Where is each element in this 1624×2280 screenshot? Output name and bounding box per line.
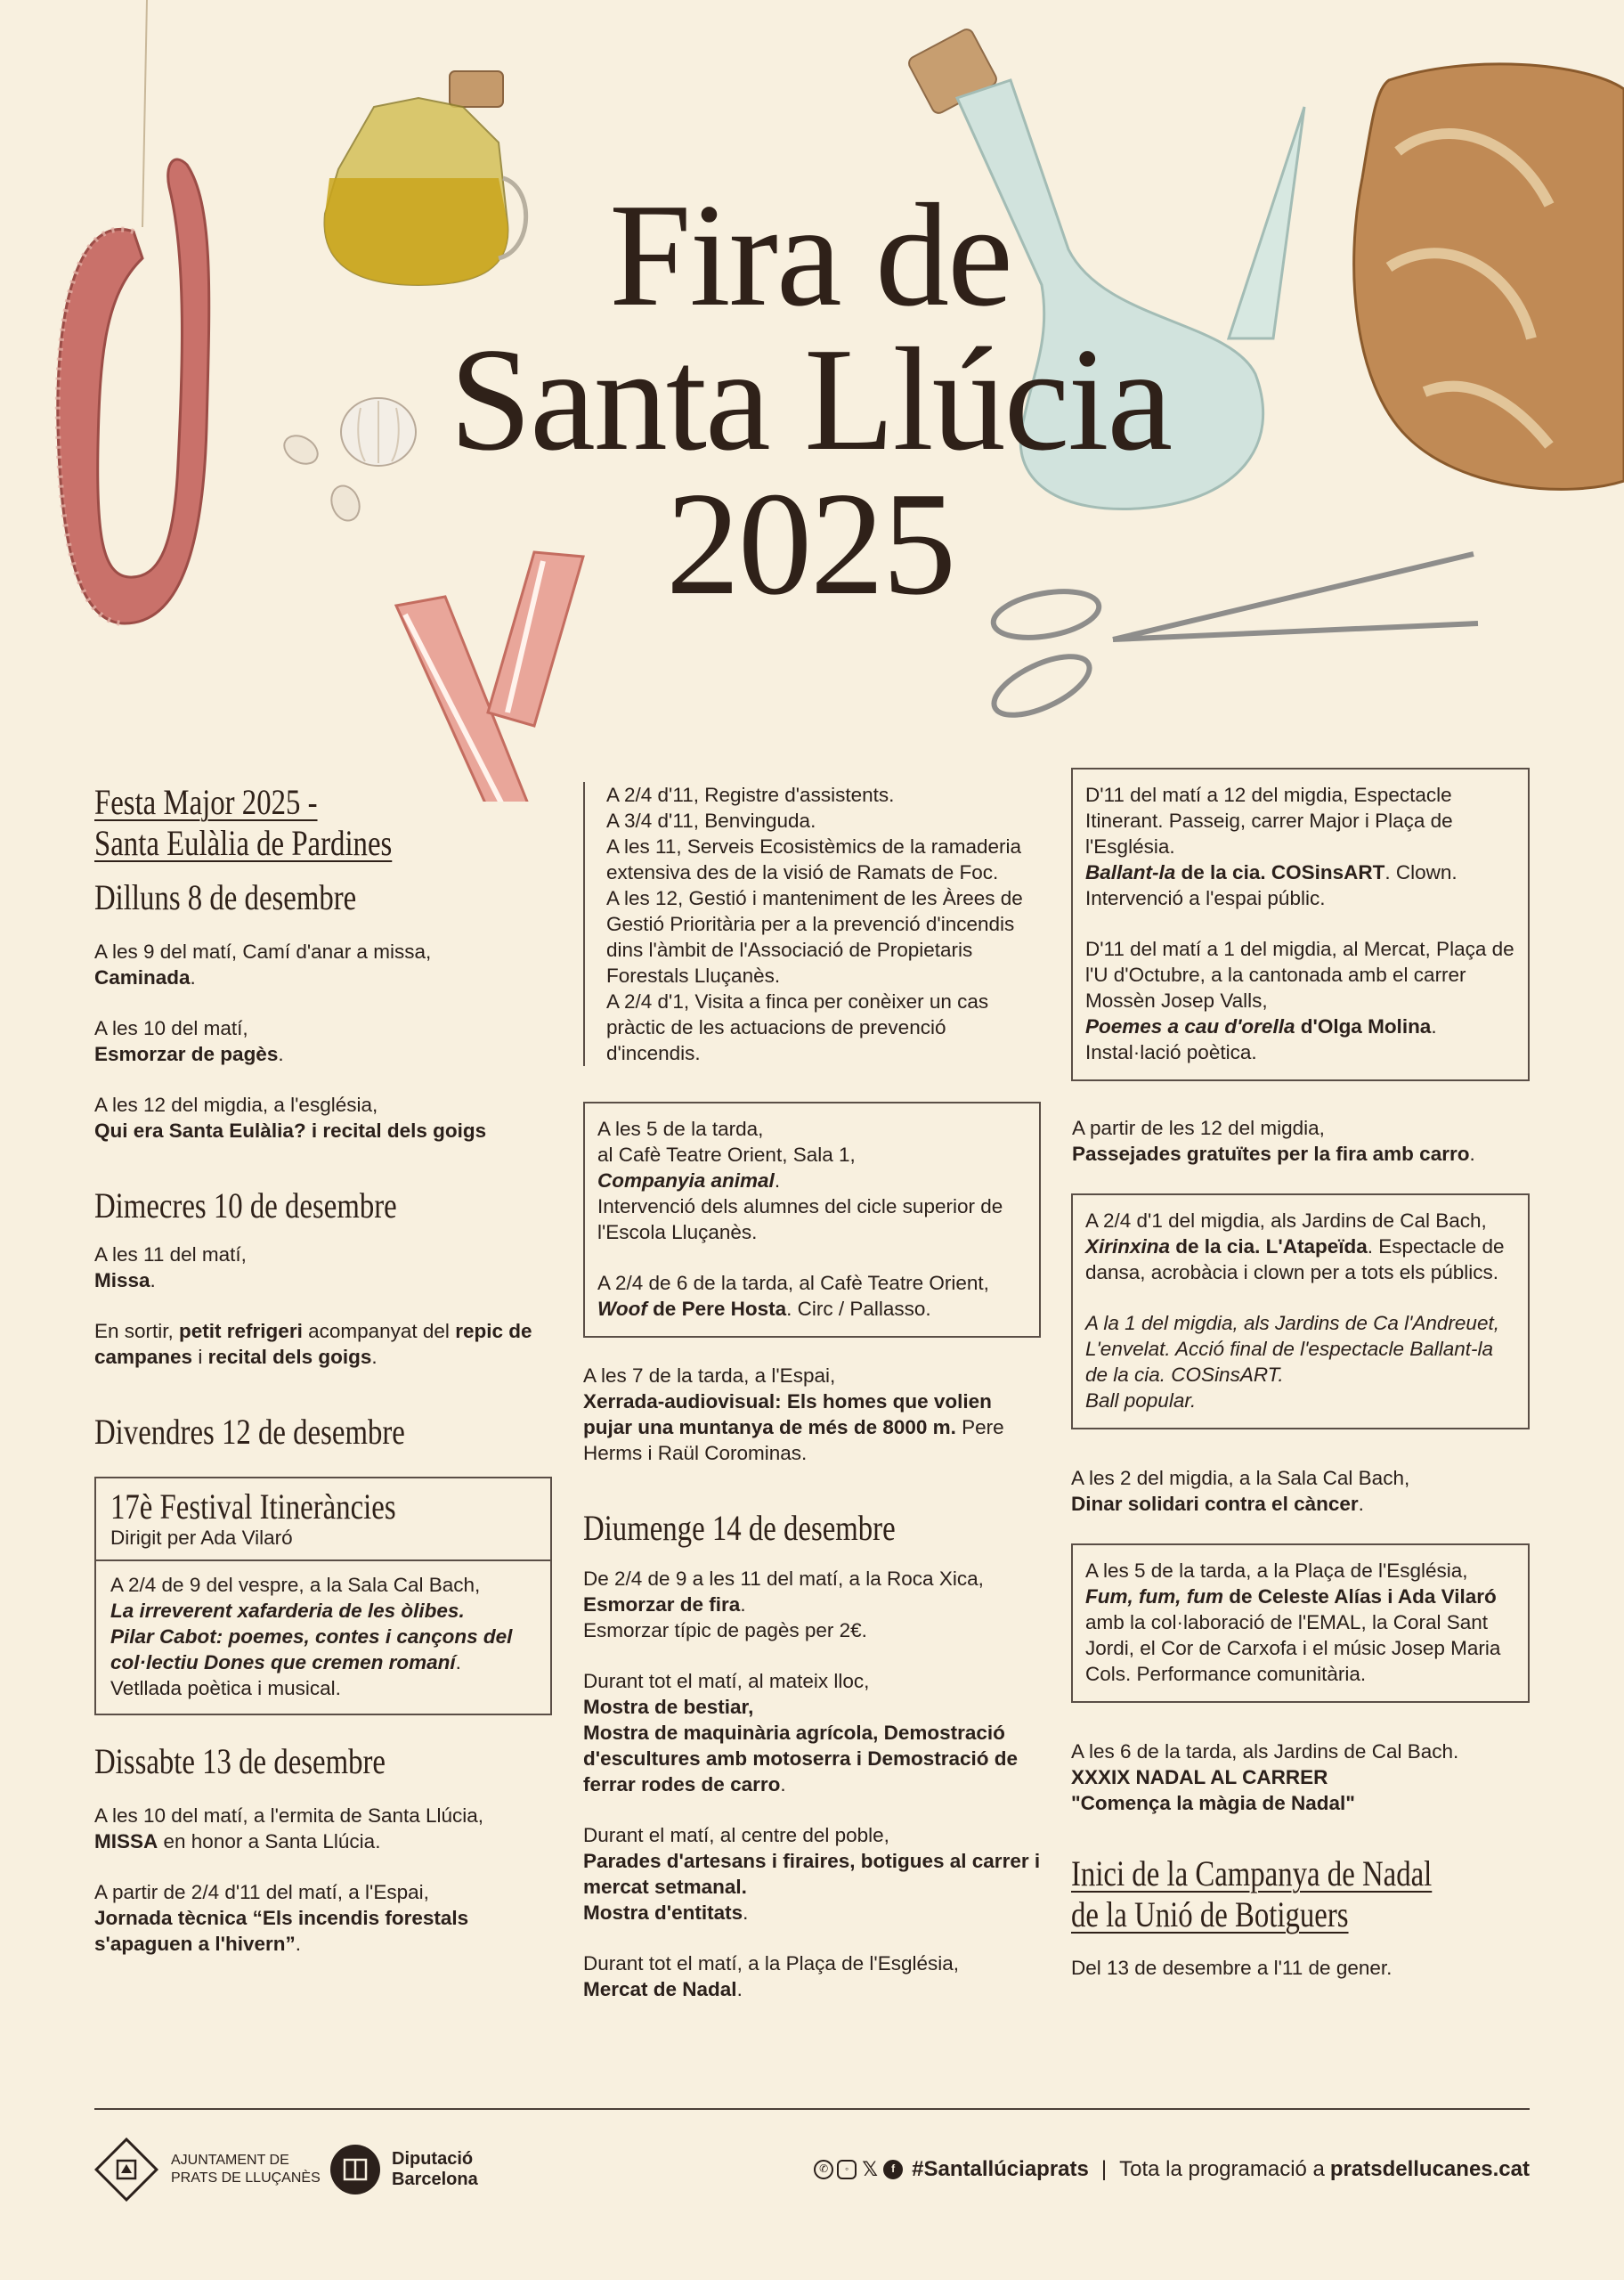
event-bold: Passejades gratuïtes per la fira amb carro: [1072, 1143, 1470, 1165]
event-text: A 2/4 d'1 del migdia, als Jardins de Cal Bach,: [1085, 1209, 1487, 1232]
facebook-icon[interactable]: f: [883, 2160, 903, 2179]
social-icons: [814, 2160, 906, 2179]
diputacio-line-1: Diputació: [392, 2149, 474, 2169]
footer-ajuntament: [94, 2138, 321, 2202]
event-title-italic: La irreverent xafarderia de les òlibes.: [110, 1600, 465, 1622]
event-text: A les 12 del migdia, a l'església,: [94, 1094, 378, 1116]
event-text: . Espectacle de dansa, acrobàcia i clown per a tots els públics.: [1085, 1235, 1505, 1283]
program-line: A les 12, Gestió i manteniment de les Àrees de Gestió Prioritària per a la prevenció d'incendis dins l'àmbit de l'Associació de Propietaris Forestals Lluçanès.: [606, 887, 1023, 987]
festival-subtitle: Dirigit per Ada Vilaró: [110, 1527, 293, 1549]
campanya-heading-line-2: de la Unió de Botiguers: [1071, 1894, 1349, 1934]
event-title-italic: Pilar Cabot: poemes, contes i cançons del col·lectiu Dones que cremen romaní: [110, 1625, 513, 1673]
jardins-box: [1071, 1193, 1530, 1429]
event-text: A les 11 del matí,: [94, 1243, 247, 1266]
ajuntament-line-1: AJUNTAMENT DE: [171, 2153, 289, 2168]
event-text: A les 9 del matí, Camí d'anar a missa,: [94, 940, 432, 963]
ajuntament-line-2: PRATS DE LLUÇANÈS: [171, 2170, 321, 2186]
event-bold: Missa: [94, 1269, 150, 1291]
event-caminada: A les 9 del matí, Camí d'anar a missa, Caminada.: [94, 940, 432, 989]
event-companyia-animal: A les 5 de la tarda, al Cafè Teatre Orient, Sala 1, Companyia animal. Intervenció dels alumnes del cicle superior de l'Escola Lluçanès.: [597, 1118, 1003, 1243]
column-right: [1071, 768, 1530, 1981]
teatre-orient-box: [583, 1102, 1041, 1338]
program-line: A 2/4 d'1, Visita a finca per conèixer un cas pràctic de les actuacions de prevenció d'incendis.: [606, 990, 989, 1064]
campanya-nadal-heading: [1071, 1853, 1447, 1935]
event-text: A 2/4 de 6 de la tarda, al Cafè Teatre Orient,: [597, 1272, 989, 1294]
event-bold: recital dels goigs: [207, 1346, 372, 1368]
column-left: [94, 782, 557, 1957]
event-text: D'11 del matí a 12 del migdia, Espectacle Itinerant. Passeig, carrer Major i Plaça de l'Església.: [1085, 784, 1453, 858]
event-bold: Mostra de bestiar,: [583, 1696, 754, 1718]
column-middle: [583, 782, 1042, 2002]
event-text: En sortir,: [94, 1320, 180, 1342]
event-carro: A partir de les 12 del migdia, Passejades gratuïtes per la fira amb carro.: [1072, 1117, 1475, 1165]
event-text: A partir de 2/4 d'11 del matí, a l'Espai,: [94, 1881, 429, 1903]
event-envelat: [1085, 1310, 1515, 1413]
event-bold: Mostra de maquinària agrícola, Demostració d'escultures amb motoserra i Demostració de ferrar rodes de carro: [583, 1722, 1019, 1796]
event-text: Esmorzar típic de pagès per 2€.: [583, 1619, 867, 1641]
event-esmorzar-fira: De 2/4 de 9 a les 11 del matí, a la Roca Xica, Esmorzar de fira. Esmorzar típic de pagès per 2€.: [583, 1568, 984, 1641]
event-text: amb la col·laboració de l'EMAL, la Coral Sant Jordi, el Cor de Carxofa i el músic Josep Maria Cols. Performance comunitària.: [1085, 1611, 1501, 1685]
event-text: A les 5 de la tarda, a la Plaça de l'Església,: [1085, 1559, 1468, 1582]
event-title-italic: Xirinxina: [1085, 1235, 1171, 1258]
event-mostres: Durant tot el matí, al mateix lloc, Mostra de bestiar, Mostra de maquinària agrícola, Demostració d'escultures amb motoserra i Demostració de ferrar rodes de carro.: [583, 1670, 1019, 1796]
event-bold: "Comença la màgia de Nadal": [1071, 1792, 1355, 1814]
event-title-italic: Companyia animal: [597, 1169, 775, 1192]
festival-box: [94, 1477, 552, 1715]
event-bold: repic de campanes: [94, 1320, 532, 1368]
poster-title: [383, 173, 1238, 625]
hashtag[interactable]: #Santallúciaprats: [912, 2157, 1089, 2181]
ajuntament-logo-icon: [94, 2138, 158, 2202]
campanya-dates: Del 13 de desembre a l'11 de gener.: [1071, 1957, 1393, 1979]
event-bold: Jornada tècnica “Els incendis forestals s'apaguen a l'hivern”: [94, 1907, 469, 1955]
event-text: Durant el matí, al centre del poble,: [583, 1824, 889, 1846]
event-jornada-tecnica: A partir de 2/4 d'11 del matí, a l'Espai, Jornada tècnica “Els incendis forestals s'apaguen a l'hivern”.: [94, 1881, 469, 1955]
event-bold: de Celeste Alías i Ada Vilaró: [1222, 1585, 1497, 1608]
itinerant-box: [1071, 768, 1530, 1081]
title-line-3: 2025: [666, 461, 954, 625]
campanya-heading-line-1: Inici de la Campanya de Nadal: [1071, 1853, 1433, 1893]
event-goigs: [94, 1092, 557, 1144]
event-refrigeri: En sortir, petit refrigeri acompanyat del repic de campanes i recital dels goigs.: [94, 1320, 532, 1368]
title-line-2: Santa Llúcia: [449, 317, 1172, 481]
footer-separator: |: [1100, 2157, 1108, 2181]
event-xerrada: [583, 1363, 1042, 1466]
event-xafarderia: A 2/4 de 9 del vespre, a la Sala Cal Bach, La irreverent xafarderia de les òlibes. Pilar Cabot: poemes, contes i cançons del col·lectiu Dones que cremen romaní. Vetllada poètica i musical.: [110, 1574, 513, 1699]
event-bold: de la cia. L'Atapeïda: [1170, 1235, 1368, 1258]
event-bold: Esmorzar de pagès: [94, 1043, 279, 1065]
event-text: A les 6 de la tarda, als Jardins de Cal Bach.: [1071, 1740, 1459, 1763]
diputacio-line-2: Barcelona: [392, 2170, 478, 2189]
event-bold: Mercat de Nadal: [583, 1978, 737, 2000]
event-text: A les 10 del matí, a l'ermita de Santa Llúcia,: [94, 1804, 484, 1827]
event-text: Pere Herms i Raül Corominas.: [583, 1416, 1004, 1464]
footer-diputacio: [329, 2138, 478, 2202]
event-woof: [597, 1270, 1027, 1322]
event-text: en honor a Santa Llúcia.: [158, 1830, 381, 1852]
bread-icon: [1354, 64, 1624, 489]
x-icon[interactable]: 𝕏: [862, 2158, 878, 2180]
event-text-italic: A la 1 del migdia, als Jardins de Ca l'Andreuet, L'envelat. Acció final de l'espectacle Ballant-la de la cia. COSinsART.: [1085, 1312, 1499, 1386]
event-text: Intervenció dels alumnes del cicle superior de l'Escola Lluçanès.: [597, 1195, 1003, 1243]
event-text: al Cafè Teatre Orient, Sala 1,: [597, 1144, 856, 1166]
event-text: A partir de les 12 del migdia,: [1072, 1117, 1325, 1139]
event-text: A les 2 del migdia, a la Sala Cal Bach,: [1071, 1467, 1410, 1489]
program-line: A 2/4 d'11, Registre d'assistents.: [606, 784, 895, 806]
event-text: A les 10 del matí,: [94, 1017, 248, 1039]
event-poemes: [1085, 936, 1515, 1065]
event-text: A les 5 de la tarda,: [597, 1118, 764, 1140]
event-text: A 2/4 de 9 del vespre, a la Sala Cal Bach,: [110, 1574, 481, 1596]
diputacio-logo-icon: [329, 2144, 381, 2195]
event-parades: Durant el matí, al centre del poble, Parades d'artesans i firaires, botigues al carrer i mercat setmanal. Mostra d'entitats.: [583, 1824, 1041, 1924]
day-heading-friday: Divendres 12 de desembre: [94, 1412, 405, 1452]
festa-major-heading: [94, 782, 474, 864]
event-text: Durant tot el matí, al mateix lloc,: [583, 1670, 870, 1692]
event-bold: Esmorzar de fira: [583, 1593, 741, 1616]
event-bold: Dinar solidari contra el càncer: [1071, 1493, 1359, 1515]
event-text: Durant tot el matí, a la Plaça de l'Església,: [583, 1952, 960, 1975]
event-mercat-nadal: Durant tot el matí, a la Plaça de l'Església, Mercat de Nadal.: [583, 1952, 960, 2000]
diputacio-name: [392, 2149, 478, 2190]
fum-fum-fum-box: [1071, 1543, 1530, 1703]
event-bold: Mostra d'entitats: [583, 1901, 743, 1924]
event-bold: Xerrada-audiovisual: Els homes que volien pujar una muntanya de més de 8000 m.: [583, 1390, 992, 1438]
day-heading-wednesday: Dimecres 10 de desembre: [94, 1185, 397, 1226]
event-text: Vetllada poètica i musical.: [110, 1677, 341, 1699]
event-text-italic: Ball popular.: [1085, 1389, 1197, 1412]
event-ballant-la: [1085, 782, 1515, 911]
event-text: acompanyat del: [302, 1320, 456, 1342]
whatsapp-icon[interactable]: ✆: [814, 2160, 833, 2179]
event-esmorzar: A les 10 del matí, Esmorzar de pagès.: [94, 1017, 284, 1065]
event-bold: XXXIX NADAL AL CARRER: [1071, 1766, 1328, 1788]
event-text: . Circ / Pallasso.: [786, 1298, 931, 1320]
day-heading-sunday: Diumenge 14 de desembre: [583, 1508, 896, 1548]
event-text: . Clown. Intervenció a l'espai públic.: [1085, 861, 1458, 909]
event-missa: A les 11 del matí, Missa.: [94, 1243, 247, 1291]
festa-heading-line-1: Festa Major 2025 -: [94, 782, 318, 822]
event-text: A les 7 de la tarda, a l'Espai,: [583, 1364, 836, 1387]
jornada-program: [583, 782, 1042, 1066]
event-dinar-solidari: A les 2 del migdia, a la Sala Cal Bach, Dinar solidari contra el càncer.: [1071, 1467, 1410, 1515]
footer-social: [814, 2138, 1530, 2202]
string-line: [142, 0, 147, 227]
title-line-1: Fira de: [609, 173, 1011, 337]
event-bold: de Pere Hosta: [646, 1298, 787, 1320]
programacio-text: Tota la programació a: [1119, 2157, 1325, 2181]
ajuntament-name: [171, 2152, 321, 2187]
event-xirinxina: [1085, 1208, 1515, 1285]
event-title-italic: Fum, fum, fum: [1085, 1585, 1223, 1608]
instagram-icon[interactable]: ◦: [837, 2160, 857, 2179]
event-title-italic: Poemes a cau d'orella: [1085, 1015, 1295, 1038]
event-bold: Qui era Santa Eulàlia? i recital dels goigs: [94, 1120, 487, 1142]
sausage-icon: [58, 159, 209, 623]
event-title-italic: Woof: [597, 1298, 647, 1320]
festa-heading-line-2: Santa Eulàlia de Pardines: [94, 823, 393, 863]
event-fum-fum-fum: [1085, 1558, 1515, 1687]
event-text: De 2/4 de 9 a les 11 del matí, a la Roca Xica,: [583, 1568, 984, 1590]
website-link[interactable]: pratsdellucanes.cat: [1329, 2157, 1530, 2181]
event-text: . Instal·lació poètica.: [1085, 1015, 1437, 1063]
event-text: D'11 del matí a 1 del migdia, al Mercat, Plaça de l'U d'Octubre, a la cantonada amb el carrer Mossèn Josep Valls,: [1085, 938, 1514, 1012]
program-line: A les 11, Serveis Ecosistèmics de la ramaderia extensiva des de la visió de Ramats de Foc.: [606, 835, 1022, 884]
event-missa-santa-llucia: [94, 1803, 557, 1854]
event-bold: Parades d'artesans i firaires, botigues al carrer i mercat setmanal.: [583, 1850, 1041, 1898]
event-bold: de la cia. COSinsART: [1175, 861, 1385, 884]
event-bold: d'Olga Molina: [1295, 1015, 1432, 1038]
event-bold: MISSA: [94, 1830, 158, 1852]
event-bold: petit refrigeri: [179, 1320, 303, 1342]
event-text: i: [192, 1346, 208, 1368]
day-heading-monday: Dilluns 8 de desembre: [94, 877, 357, 917]
event-nadal-al-carrer: [1071, 1738, 1530, 1816]
program-line: A 3/4 d'11, Benvinguda.: [606, 810, 816, 832]
event-title-italic: Ballant-la: [1085, 861, 1176, 884]
day-heading-saturday: Dissabte 13 de desembre: [94, 1741, 386, 1781]
footer-divider: [94, 2108, 1530, 2110]
event-bold: Caminada: [94, 966, 191, 989]
festival-title: 17è Festival Itineràncies: [110, 1486, 396, 1527]
